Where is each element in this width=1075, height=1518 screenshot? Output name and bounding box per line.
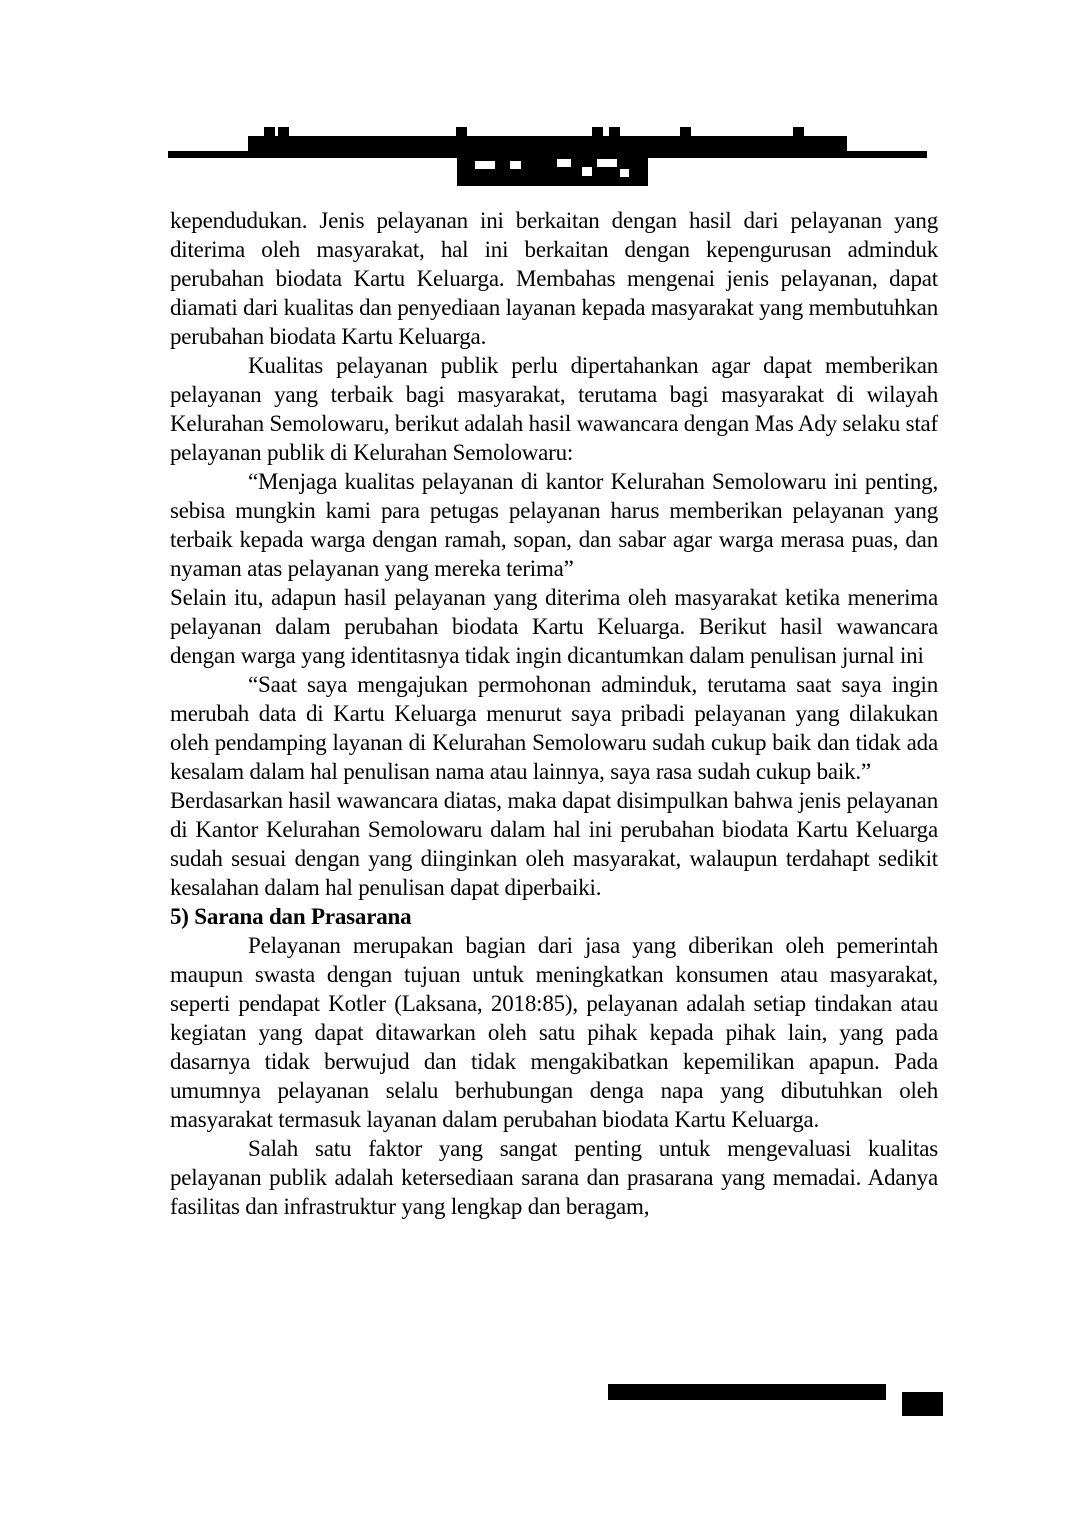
interview-quote-paragraph: “Menjaga kualitas pelayanan di kantor Kelurahan Semolowaru ini penting, sebisa mungkin kami para petugas pelayanan harus memberikan pelayanan yang terbaik kepada warga dengan ramah, sopan, dan sabar agar warga merasa puas, dan nyaman atas pelayanan yang mereka terima” bbox=[170, 469, 938, 581]
redaction-gap bbox=[557, 159, 571, 167]
body-paragraph: Kualitas pelayanan publik perlu dipertahankan agar dapat memberikan pelayanan yang terbaik bagi masyarakat, terutama bagi masyarakat di wilayah Kelurahan Semolowaru, berikut adalah hasil wawancara dengan Mas Ady selaku staf pelayanan publik di Kelurahan Semolowaru: bbox=[170, 353, 938, 465]
redaction-notch bbox=[609, 127, 620, 137]
interview-quote-paragraph: “Saat saya mengajukan permohonan adminduk, terutama saat saya ingin merubah data di Kartu Keluarga menurut saya pribadi pelayanan yang dilakukan oleh pendamping layanan di Kelurahan Semolowaru sudah cukup baik dan tidak ada kesalam dalam hal penulisan nama atau lainnya, saya rasa sudah cukup baik.” bbox=[170, 672, 938, 784]
redaction-notch bbox=[264, 127, 275, 137]
body-paragraph: Berdasarkan hasil wawancara diatas, maka dapat disimpulkan bahwa jenis pelayanan di Kantor Kelurahan Semolowaru dalam hal ini perubahan biodata Kartu Keluarga sudah sesuai dengan yang diinginkan oleh masyarakat, walaupun terdahapt sedikit kesalahan dalam hal penulisan dapat diperbaiki. bbox=[170, 788, 938, 900]
redaction-gap bbox=[510, 161, 521, 169]
section-heading: 5) Sarana dan Prasarana bbox=[170, 904, 412, 929]
body-paragraph: Salah satu faktor yang sangat penting untuk mengevaluasi kualitas pelayanan publik adalah ketersediaan sarana dan prasarana yang memadai. Adanya fasilitas dan infrastruktur yang lengkap dan beragam, bbox=[170, 1136, 938, 1219]
redacted-header-title-line-1 bbox=[248, 136, 847, 158]
redaction-notch bbox=[592, 127, 603, 137]
redacted-header-title-line-2 bbox=[457, 158, 648, 186]
body-paragraph: Pelayanan merupakan bagian dari jasa yang diberikan oleh pemerintah maupun swasta dengan tujuan untuk meningkatkan konsumen atau masyarakat, seperti pendapat Kotler (Laksana, 2018:85), pelayanan adalah setiap tindakan atau kegiatan yang dapat ditawarkan oleh satu pihak kepada pihak lain, yang pada dasarnya tidak berwujud dan tidak mengakibatkan kepemilikan apapun. Pada umumnya pelayanan selalu berhubungan denga napa yang dibutuhkan oleh masyarakat termasuk layanan dalam perubahan biodata Kartu Keluarga. bbox=[170, 933, 938, 1132]
redaction-notch bbox=[278, 127, 289, 137]
body-paragraph: Selain itu, adapun hasil pelayanan yang diterima oleh masyarakat ketika menerima pelayanan dalam perubahan biodata Kartu Keluarga. Berikut hasil wawancara dengan warga yang identitasnya tidak ingin dicantumkan dalam penulisan jurnal ini bbox=[170, 585, 938, 668]
redaction-gap bbox=[475, 161, 495, 169]
redaction-gap bbox=[597, 159, 617, 167]
redaction-notch bbox=[680, 127, 691, 137]
redacted-footer-bar bbox=[608, 1384, 886, 1400]
redaction-notch bbox=[456, 127, 467, 137]
redaction-gap bbox=[582, 167, 592, 176]
redaction-notch bbox=[793, 127, 804, 137]
body-paragraph: kependudukan. Jenis pelayanan ini berkaitan dengan hasil dari pelayanan yang diterima oleh masyarakat, hal ini berkaitan dengan kepengurusan adminduk perubahan biodata Kartu Keluarga. Membahas mengenai jenis pelayanan, dapat diamati dari kualitas dan penyediaan layanan kepada masyarakat yang membutuhkan perubahan biodata Kartu Keluarga. bbox=[170, 208, 938, 349]
page-body bbox=[170, 206, 938, 1221]
redaction-gap bbox=[620, 169, 629, 177]
redacted-page-number bbox=[902, 1392, 943, 1416]
